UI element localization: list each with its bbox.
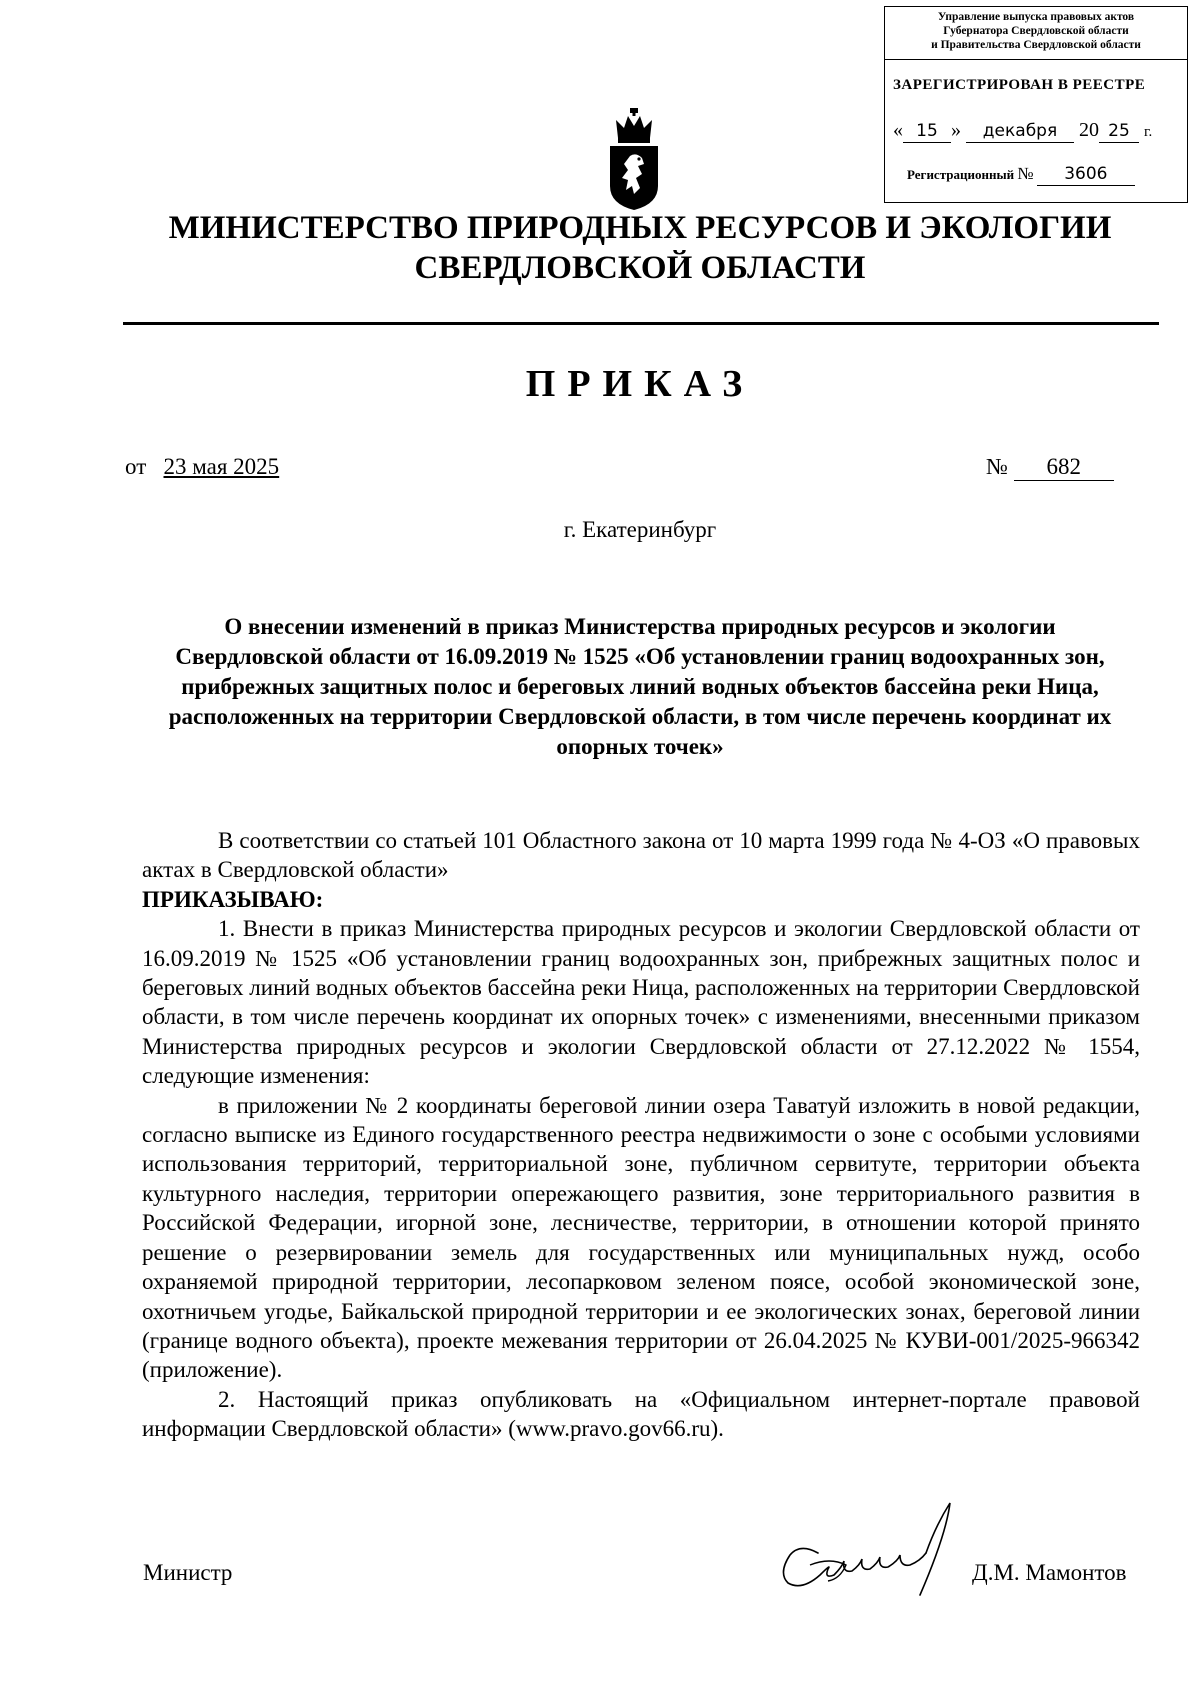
stamp-number-row <box>907 163 1135 186</box>
stamp-year-abbr: г. <box>1144 124 1153 140</box>
order-heading: ПРИКАЗ <box>525 363 755 405</box>
stamp-reg-label: Регистрационный <box>907 167 1015 182</box>
item-1: 1. Внести в приказ Министерства природных ресурсов и экологии Свердловской области от 16.09.2019 № 1525 «Об установлении границ водоохранных зон, прибрежных защитных полос и береговых линий водных объектов бассейна реки Ница, расположенных на территории Свердловской области, в том числе перечень координат их опорных точек» с изменениями, внесенными приказом Министерства природных ресурсов и экологии Свердловской области от 27.12.2022 № 1554, следующие изменения: <box>142 916 1140 1089</box>
order-date: 23 мая 2025 <box>163 454 280 479</box>
stamp-year-prefix: 20 <box>1079 119 1099 141</box>
stamp-date-row <box>893 119 1152 143</box>
order-subject: О внесении изменений в приказ Министерства природных ресурсов и экологии Свердловской области от 16.09.2019 № 1525 «Об установлении границ водоохранных зон, прибрежных защитных полос и береговых линий водных объектов бассейна реки Ница, расположенных на территории Свердловской области, в том числе перечень координат их опорных точек» <box>168 614 1112 759</box>
stamp-org-line: Губернатора Свердловской области <box>943 25 1129 37</box>
order-number-line <box>986 454 1114 481</box>
order-number: 682 <box>1014 454 1114 481</box>
item-2: 2. Настоящий приказ опубликовать на «Официальном интернет-портале правовой информации Свердловской области» (www.pravo.gov66.ru). <box>142 1386 1140 1442</box>
header-divider <box>123 322 1159 325</box>
ministry-title <box>120 208 1160 288</box>
ministry-title-line: СВЕРДЛОВСКОЙ ОБЛАСТИ <box>414 250 866 286</box>
registration-stamp <box>884 6 1188 203</box>
date-prefix: от <box>125 454 147 479</box>
stamp-divider <box>885 59 1187 60</box>
signer-name: Д.М. Мамонтов <box>972 1560 1127 1585</box>
stamp-quote-close: » <box>951 119 961 141</box>
stamp-quote-open: « <box>893 119 903 141</box>
order-date-line <box>125 454 279 480</box>
coat-of-arms-emblem <box>606 108 662 210</box>
stamp-org-line: Управление выпуска правовых актов <box>937 11 1135 23</box>
stamp-day: 15 <box>903 120 951 143</box>
stamp-registered-label: ЗАРЕГИСТРИРОВАН В РЕЕСТРЕ <box>893 77 1146 93</box>
number-sign: № <box>986 454 1008 479</box>
signer-title: Министр <box>143 1560 233 1585</box>
handwritten-signature <box>770 1495 980 1605</box>
stamp-num-sign: № <box>1017 164 1034 183</box>
ministry-title-line: МИНИСТЕРСТВО ПРИРОДНЫХ РЕСУРСОВ И ЭКОЛОГИИ <box>168 210 1112 246</box>
command-word: ПРИКАЗЫВАЮ: <box>142 886 324 912</box>
stamp-reg-number: 3606 <box>1037 163 1135 186</box>
item-1-detail: в приложении № 2 координаты береговой линии озера Таватуй изложить в новой редакции, согласно выписке из Единого государственного реестра недвижимости о зоне с особыми условиями использования территорий, территориальной зоне, публичном сервитуте, территории объекта культурного наследия, территории опережающего развития, зоне территориального развития в Российской Федерации, игорной зоне, лесничестве, территории, в отношении которой принято решение о резервировании земель для государственных или муниципальных нужд, особо охраняемой природной территории, лесопарковом зеленом поясе, особой экономической зоне, охотничьем угодье, Байкальской природной территории и ее экологических зонах, береговой линии (границе водного объекта), проекте межевания территории от 26.04.2025 № КУВИ-001/2025-966342 (приложение). <box>142 1092 1140 1383</box>
stamp-year-suffix: 25 <box>1099 120 1139 143</box>
stamp-organization <box>885 10 1187 52</box>
city: г. Екатеринбург <box>563 517 717 542</box>
stamp-month: декабря <box>966 120 1074 143</box>
stamp-org-line: и Правительства Свердловской области <box>931 39 1141 51</box>
preamble: В соответствии со статьей 101 Областного закона от 10 марта 1999 года № 4-ОЗ «О правовых актах в Свердловской области» <box>142 828 1140 883</box>
order-body <box>142 826 1140 1444</box>
